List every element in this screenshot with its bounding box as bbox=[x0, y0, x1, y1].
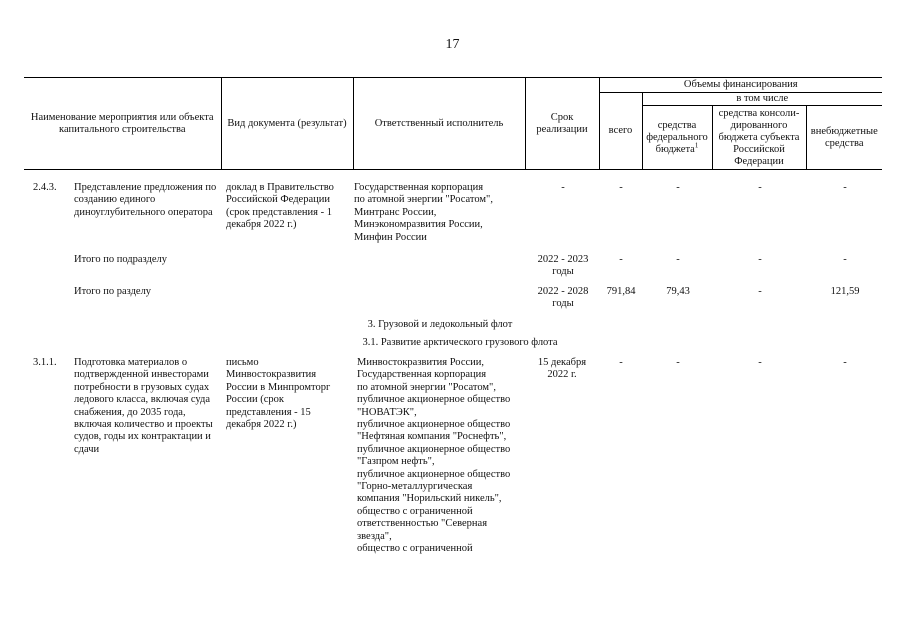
row-total: - bbox=[619, 357, 623, 368]
row-reg: - bbox=[758, 182, 762, 193]
row-number: 2.4.3. bbox=[33, 182, 57, 193]
row-exec: Минвостокразвития России, Государственная корпорация по атомной энергии "Росатом", публичное акционерное общество "НОВАТЭК", публичное акционерное общество "Нефтяная компания "Роснефть", публичное акционерное общество "Газпром нефть", публичное акционерное общество "Горно-металлургическая компания "Норильский никель", общество с ограниченной ответственностью "Северная звезда", общество с ограниченной bbox=[357, 357, 511, 555]
header-total: всего bbox=[599, 93, 642, 170]
header-ext: внебюджетные средства bbox=[806, 106, 882, 170]
header-name: Наименование мероприятия или объекта капитального строительства bbox=[24, 78, 221, 170]
page-number: 17 bbox=[445, 37, 460, 52]
row-term: - bbox=[561, 182, 565, 193]
subsection-total-term: 2022 - 2023 годы bbox=[537, 254, 589, 278]
row-doc: доклад в Правительство Российской Федерации (срок представления - 1 декабря 2022 г.) bbox=[226, 182, 334, 231]
section-total-total: 791,84 bbox=[606, 286, 636, 297]
subsection-heading: 3.1. Развитие арктического грузового флота bbox=[362, 337, 558, 348]
header-fed-text: средства федерального бюджета bbox=[646, 119, 708, 155]
footnote-mark: 1 bbox=[694, 141, 699, 149]
subsection-total-reg: - bbox=[758, 254, 762, 265]
row-reg: - bbox=[758, 357, 762, 368]
row-number: 3.1.1. bbox=[33, 357, 57, 368]
row-name: Представление предложения по созданию единого диноуглубительного оператора bbox=[74, 182, 217, 218]
header-term: Срок реализации bbox=[525, 78, 599, 170]
header-incl: в том числе bbox=[642, 93, 882, 106]
row-total: - bbox=[619, 182, 623, 193]
section-total-label: Итого по разделу bbox=[74, 286, 152, 297]
row-fed: - bbox=[676, 182, 680, 193]
header-doc: Вид документа (результат) bbox=[221, 78, 353, 170]
header-fed bbox=[642, 106, 712, 170]
section-total-ext: 121,59 bbox=[830, 286, 860, 297]
row-fed: - bbox=[676, 357, 680, 368]
subsection-total-total: - bbox=[619, 254, 623, 265]
section-total-reg: - bbox=[758, 286, 762, 297]
header-funding: Объемы финансирования bbox=[599, 78, 882, 93]
row-ext: - bbox=[843, 357, 847, 368]
table-header bbox=[24, 77, 882, 170]
row-doc: письмо Минвостокразвития России в Минпромторг России (срок представления - 15 декабря 2022 г.) bbox=[226, 357, 331, 431]
row-name: Подготовка материалов о подтвержденной инвесторами потребности в грузовых судах ледового класса, включая суда снабжения, до 2035 года, включая количество и проекты судов, годы их контрактации и сдачи bbox=[74, 357, 213, 455]
row-ext: - bbox=[843, 182, 847, 193]
subsection-total-fed: - bbox=[676, 254, 680, 265]
section-total-fed: 79,43 bbox=[666, 286, 690, 297]
subsection-total-label: Итого по подразделу bbox=[74, 254, 167, 265]
section-heading: 3. Грузовой и ледокольный флот bbox=[367, 319, 513, 330]
row-exec: Государственная корпорация по атомной энергии "Росатом", Минтранс России, Минэкономразвития России, Минфин России bbox=[354, 182, 493, 243]
header-exec: Ответственный исполнитель bbox=[353, 78, 525, 170]
header-reg: средства консоли-дированного бюджета субъекта Российской Федерации bbox=[712, 106, 806, 170]
row-term: 15 декабря 2022 г. bbox=[537, 357, 587, 381]
subsection-total-ext: - bbox=[843, 254, 847, 265]
section-total-term: 2022 - 2028 годы bbox=[537, 286, 589, 310]
